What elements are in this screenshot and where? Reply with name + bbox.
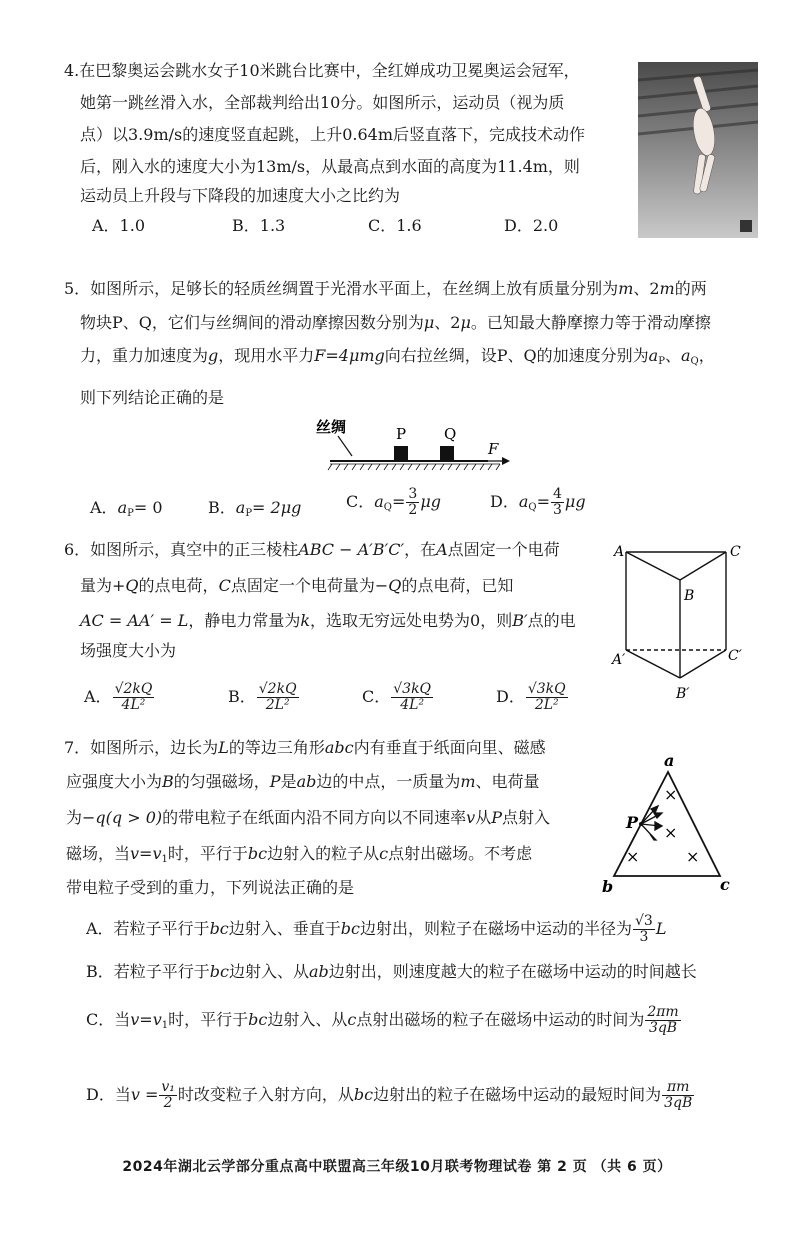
q6-option-d: D． $\frac{√3kQ}{\text{2L²}}$ bbox=[496, 681, 566, 713]
q7-option-c: C．当$v=v_1$时，平行于bc边射入、从c点射出磁场的粒子在磁场中运动的时间为 $\frac{2\pi m}{3qB}$ bbox=[86, 1004, 679, 1036]
prism-label-b: B bbox=[684, 588, 695, 604]
q7-triangle-figure bbox=[596, 750, 746, 900]
triangle-vertex-a: a bbox=[664, 751, 675, 770]
q4-line-3: 点）以3.9m/s的速度竖直起跳，上升0.64m后竖直落下，完成技术动作 bbox=[80, 125, 586, 144]
q6-line-2: 量为+Q的点电荷，C点固定一个电荷量为−Q的点电荷，已知 bbox=[80, 576, 514, 595]
q6-option-c: C． $\frac{√3kQ}{\text{4L²}}$ bbox=[362, 681, 432, 713]
q5-silk-figure bbox=[310, 416, 520, 476]
q4-option-b: B．1.3 bbox=[232, 216, 286, 235]
q7-line-3: 为−q(q > 0)的带电粒子在纸面内沿不同方向以不同速率v从P点射入 bbox=[66, 808, 551, 827]
q-label: Q bbox=[444, 425, 457, 443]
q6-line-3: AC = AA′ = L，静电力常量为k，选取无穷远处电势为0，则B′点的电 bbox=[80, 611, 576, 630]
prism-label-a: A bbox=[614, 544, 625, 560]
q4-line-5: 运动员上升段与下降段的加速度大小之比约为 bbox=[80, 186, 401, 205]
q6-line-4: 场强度大小为 bbox=[80, 641, 177, 660]
q4-line-4: 后，刚入水的速度大小为13m/s，从最高点到水面的高度为11.4m，则 bbox=[80, 157, 580, 176]
q5-line-1: 5．如图所示，足够长的轻质丝绸置于光滑水平面上，在丝绸上放有质量分别为m、2m的两 bbox=[64, 279, 707, 298]
q4-line-2: 她第一跳丝滑入水，全部裁判给出10分。如图所示，运动员（视为质 bbox=[80, 93, 565, 112]
field-cross-2: × bbox=[664, 823, 678, 842]
p-label: P bbox=[396, 425, 407, 443]
q6-prism-figure bbox=[606, 540, 756, 706]
q5-line-3: 力，重力加速度为g，现用水平力F=4μmg向右拉丝绸，设P、Q的加速度分别为$a_P$、$a_Q$， bbox=[80, 346, 715, 367]
q5-option-b: B．$a_P= 2\mu g$ bbox=[208, 498, 302, 519]
prism-label-b-prime: B′ bbox=[676, 686, 690, 702]
diver-photo bbox=[638, 62, 758, 238]
prism-label-a-prime: A′ bbox=[612, 652, 626, 668]
q4-option-c: C．1.6 bbox=[368, 216, 422, 235]
q5-line-2: 物块P、Q，它们与丝绸间的滑动摩擦因数分别为μ、2μ。已知最大静摩擦力等于滑动摩擦 bbox=[80, 313, 711, 332]
q6-line-1: 6．如图所示，真空中的正三棱柱ABC − A′B′C′，在A点固定一个电荷 bbox=[64, 540, 560, 559]
q4-option-d: D．2.0 bbox=[504, 216, 559, 235]
q7-option-b: B．若粒子平行于bc边射入、从ab边射出，则速度越大的粒子在磁场中运动的时间越长 bbox=[86, 962, 697, 981]
page-footer: 2024年湖北云学部分重点高中联盟高三年级10月联考物理试卷 第 2 页 （共 6 页） bbox=[122, 1159, 672, 1175]
q5-option-a: A．$a_P= 0$ bbox=[90, 498, 163, 519]
prism-label-c: C bbox=[730, 544, 741, 560]
field-cross-3: × bbox=[626, 847, 640, 866]
triangle-vertex-b: b bbox=[602, 877, 614, 896]
q5-option-d: D．$a_Q=$ $\frac{4}{3}$ μg bbox=[490, 486, 586, 518]
q4-line-1: 4.在巴黎奥运会跳水女子10米跳台比赛中，全红婵成功卫冕奥运会冠军， bbox=[64, 61, 580, 80]
q6-option-b: B． $\frac{√2kQ}{\text{2L²}}$ bbox=[228, 681, 297, 713]
q6-option-a: A． $\frac{√2kQ}{\text{4L²}}$ bbox=[84, 681, 153, 713]
q7-line-5: 带电粒子受到的重力，下列说法正确的是 bbox=[66, 878, 355, 897]
field-cross-1: × bbox=[664, 785, 678, 804]
q5-line-4: 则下列结论正确的是 bbox=[80, 388, 225, 407]
point-p-label: P bbox=[626, 813, 639, 832]
q4-option-a: A．1.0 bbox=[92, 216, 146, 235]
q7-option-d: D．当v = $\frac{\text{v₁}}{2}$ 时改变粒子入射方向，从bc边射出的粒子在磁场中运动的最短时间为 $\frac{\pi m}{3qB}$ bbox=[86, 1079, 693, 1111]
triangle-vertex-c: c bbox=[720, 875, 730, 894]
f-label: F bbox=[488, 440, 499, 458]
q7-option-a: A．若粒子平行于bc边射入、垂直于bc边射出，则粒子在磁场中运动的半径为 $\frac{√3}{3}$ L bbox=[86, 913, 667, 945]
q7-line-2: 应强度大小为B的匀强磁场，P是ab边的中点，一质量为m、电荷量 bbox=[66, 772, 540, 791]
q7-line-1: 7．如图所示，边长为L的等边三角形abc内有垂直于纸面向里、磁感 bbox=[64, 738, 546, 757]
q7-line-4: 磁场，当$v=v_1$时，平行于bc边射入的粒子从c点射出磁场。不考虑 bbox=[66, 844, 533, 865]
silk-label: 丝绸 bbox=[316, 418, 347, 436]
q5-option-c: C．$a_Q=$ $\frac{3}{2}$ μg bbox=[346, 486, 441, 518]
field-cross-4: × bbox=[686, 847, 700, 866]
prism-label-c-prime: C′ bbox=[728, 648, 742, 664]
